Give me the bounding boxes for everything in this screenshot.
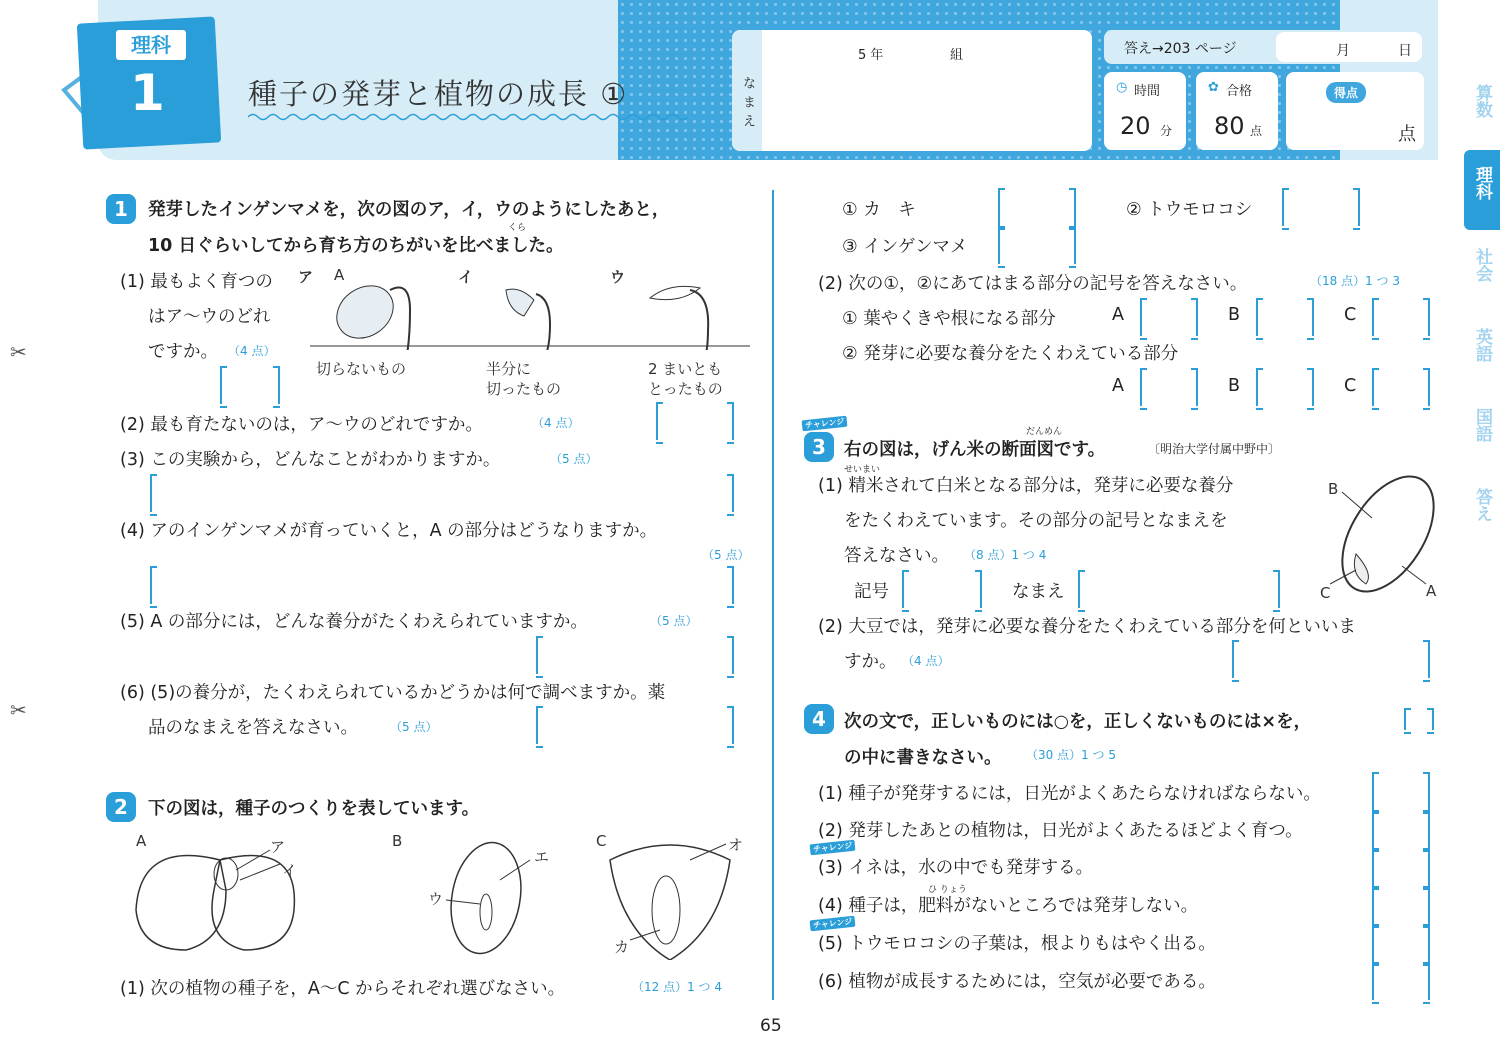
q4-text: 次の文で，正しいものには○を，正しくないものには×を， <box>844 712 1312 732</box>
fig-label: A <box>334 266 345 284</box>
fig-label: A <box>1426 582 1437 600</box>
page-number: 65 <box>760 1016 782 1036</box>
q4-number: 4 <box>804 704 834 734</box>
fig-caption: 2 まいとも <box>648 360 723 378</box>
points: （12 点）1 つ 4 <box>632 980 722 994</box>
option: ① カ キ <box>842 200 916 220</box>
label: A <box>1112 376 1124 396</box>
name-label: なまえ <box>732 30 762 151</box>
sub-item: ② 発芽に必要な養分をたくわえている部分 <box>842 344 1179 364</box>
q1-4: (4) アのインゲンマメが育っていくと，A の部分はどうなりますか。 <box>120 521 658 541</box>
answer-bracket[interactable] <box>150 566 734 604</box>
day-label: 日 <box>1398 43 1412 59</box>
answer-bracket[interactable] <box>998 226 1076 264</box>
q2-1: (1) 次の植物の種子を，A～C からそれぞれ選びなさい。 <box>120 979 566 999</box>
tab-science[interactable]: 理科 <box>1472 166 1492 200</box>
answer-bracket[interactable] <box>1078 570 1280 608</box>
q2-number: 2 <box>106 792 136 822</box>
answer-bracket[interactable] <box>1372 368 1430 406</box>
q3-2: (2) 大豆では，発芽に必要な養分をたくわえている部分を何といいま <box>818 617 1356 637</box>
q1-3: (3) この実験から，どんなことがわかりますか。 <box>120 450 501 470</box>
fig-label: B <box>392 832 403 850</box>
option: ② トウモロコシ <box>1126 200 1253 220</box>
answer-bracket[interactable] <box>1140 368 1198 406</box>
answer-bracket[interactable] <box>1372 924 1430 962</box>
label: 記号 <box>854 582 889 602</box>
pass-unit: 点 <box>1250 124 1263 138</box>
q1-text: 10 日ぐらいしてから育ち方のちがいを比べました。 <box>148 236 564 256</box>
fig-label: ア <box>270 838 286 856</box>
q3-1: をたくわえています。その部分の記号となまえを <box>844 511 1228 531</box>
answer-bracket[interactable] <box>150 474 734 512</box>
flower-icon: ✿ <box>1208 80 1219 95</box>
bean-illustrations <box>310 270 750 350</box>
label: C <box>1344 376 1357 396</box>
fig-label: カ <box>614 938 630 956</box>
ruby: ひ りょう <box>928 885 967 895</box>
fig-caption: 半分に <box>486 360 532 378</box>
fig-caption: とったもの <box>648 380 723 398</box>
q1-2: (2) 最も育たないのは，ア～ウのどれですか。 <box>120 415 483 435</box>
source: 〔明治大学付属中野中〕 <box>1148 442 1281 456</box>
pass-value: 80 <box>1214 112 1245 140</box>
statement: (2) 発芽したあとの植物は，日光がよくあたるほどよく育つ。 <box>818 821 1303 841</box>
label: C <box>1344 305 1357 325</box>
points: （8 点）1 つ 4 <box>964 548 1047 562</box>
challenge-badge: チャレンジ <box>810 916 856 932</box>
points: （30 点）1 つ 5 <box>1026 748 1116 762</box>
answer-bracket[interactable] <box>1372 298 1430 336</box>
q1-6: (6) (5)の養分が，たくわえられているかどうかは何で調べますか。薬 <box>120 683 666 703</box>
fig-label: イ <box>282 862 298 880</box>
option: ③ インゲンマメ <box>842 237 968 257</box>
fig-caption: 切らないもの <box>316 360 407 378</box>
q1-1: はア～ウのどれ <box>148 307 271 327</box>
points: （18 点）1 つ 3 <box>1310 274 1400 288</box>
q2-2: (2) 次の①，②にあてはまる部分の記号を答えなさい。 <box>818 274 1248 294</box>
fig-label: ア <box>298 268 314 286</box>
q1-1: (1) 最もよく育つの <box>120 272 273 292</box>
challenge-badge: チャレンジ <box>810 840 856 856</box>
q1-5: (5) A の部分には，どんな養分がたくわえられていますか。 <box>120 612 588 632</box>
points: （5 点） <box>650 614 698 628</box>
q1-1: ですか。 <box>148 342 218 362</box>
score-label: 得点 <box>1326 82 1366 103</box>
seed-illustrations <box>130 840 750 960</box>
answer-bracket[interactable] <box>220 366 280 404</box>
sub-item: ① 葉やくきや根になる部分 <box>842 309 1056 329</box>
fig-label: B <box>1328 480 1339 498</box>
tab-social[interactable]: 社会 <box>1472 248 1492 282</box>
clock-icon: ◷ <box>1116 80 1128 95</box>
statement: (5) トウモロコシの子葉は，根よりもはやく出る。 <box>818 934 1216 954</box>
answer-bracket[interactable] <box>1232 640 1430 678</box>
score-unit: 点 <box>1398 124 1416 145</box>
grade-label: 5 年 <box>858 48 884 63</box>
pass-label: 合格 <box>1226 84 1253 99</box>
page-title: 種子の発芽と植物の成長 ① <box>248 77 629 111</box>
statement: (1) 種子が発芽するには，日光がよくあたらなければならない。 <box>818 784 1321 804</box>
answer-ref: 答え→203 ページ <box>1124 41 1237 57</box>
fig-label: エ <box>534 848 550 866</box>
time-label: 時間 <box>1134 84 1161 99</box>
q3-2: すか。 <box>844 652 897 672</box>
rice-diagram <box>1330 470 1450 600</box>
answer-bracket[interactable] <box>1282 188 1360 226</box>
label: B <box>1228 305 1241 325</box>
fig-label: オ <box>728 836 744 854</box>
statement: (3) イネは，水の中でも発芽する。 <box>818 858 1094 878</box>
ruby: せいまい <box>844 465 881 475</box>
points: （4 点） <box>532 416 580 430</box>
bracket-sample <box>1404 708 1434 730</box>
statement: (4) 種子は，肥料がないところでは発芽しない。 <box>818 896 1199 916</box>
q2-text: 下の図は，種子のつくりを表しています。 <box>148 799 480 819</box>
unit-number: 1 <box>130 64 165 122</box>
clip-icon <box>54 60 124 120</box>
answer-bracket[interactable] <box>656 402 734 440</box>
time-unit: 分 <box>1160 124 1173 138</box>
challenge-badge: チャレンジ <box>802 416 848 432</box>
answer-bracket[interactable] <box>998 188 1076 226</box>
answer-bracket[interactable] <box>1372 848 1430 886</box>
q3-1: (1) 精米されて白米となる部分は，発芽に必要な養分 <box>818 476 1234 496</box>
points: （5 点） <box>550 452 598 466</box>
scissors-icon: ✂ <box>10 698 27 722</box>
points: （5 点） <box>390 720 438 734</box>
tab-answers[interactable]: 答え <box>1472 488 1492 522</box>
q3-text: 右の図は，げん米の断面図です。 <box>844 440 1106 460</box>
fig-label: イ <box>458 268 474 286</box>
answer-bracket[interactable] <box>1372 962 1430 1000</box>
fig-label: ウ <box>610 268 626 286</box>
subject-label: 理科 <box>116 30 186 60</box>
title-underline <box>248 112 688 122</box>
scissors-icon: ✂ <box>10 340 27 364</box>
fig-label: C <box>1320 584 1331 602</box>
fig-label: A <box>136 832 147 850</box>
q4-text: の中に書きなさい。 <box>844 748 1002 768</box>
label: A <box>1112 305 1124 325</box>
fig-label: ウ <box>428 890 444 908</box>
q3-number: 3 <box>804 432 834 462</box>
class-label: 組 <box>950 48 964 63</box>
fig-caption: 切ったもの <box>486 380 562 398</box>
time-value: 20 <box>1120 112 1151 140</box>
label: B <box>1228 376 1241 396</box>
label: なまえ <box>1012 582 1065 602</box>
statement: (6) 植物が成長するためには，空気が必要である。 <box>818 972 1216 992</box>
ruby: だんめん <box>1026 427 1063 437</box>
month-label: 月 <box>1336 43 1350 59</box>
q3-1: 答えなさい。 <box>844 546 949 566</box>
answer-bracket[interactable] <box>1372 886 1430 924</box>
answer-bracket[interactable] <box>902 570 982 608</box>
q1-number: 1 <box>106 194 136 224</box>
fig-label: C <box>596 832 607 850</box>
answer-bracket[interactable] <box>1256 368 1314 406</box>
name-field[interactable] <box>732 30 1092 151</box>
q1-text: 発芽したインゲンマメを，次の図のア，イ，ウのようにしたあと， <box>148 200 670 220</box>
answer-bracket[interactable] <box>1256 298 1314 336</box>
tab-english[interactable]: 英語 <box>1472 328 1492 362</box>
column-divider <box>772 190 774 1000</box>
answer-bracket[interactable] <box>1372 810 1430 848</box>
answer-bracket[interactable] <box>1372 772 1430 810</box>
answer-bracket[interactable] <box>536 706 734 744</box>
q1-6: 品のなまえを答えなさい。 <box>148 718 358 738</box>
answer-bracket[interactable] <box>536 636 734 674</box>
ruby: くら <box>508 223 527 233</box>
tab-math[interactable]: 算数 <box>1472 84 1492 118</box>
points: （5 点） <box>702 548 750 562</box>
points: （4 点） <box>902 654 950 668</box>
points: （4 点） <box>228 344 276 358</box>
answer-bracket[interactable] <box>1140 298 1198 336</box>
tab-japanese[interactable]: 国語 <box>1472 408 1492 442</box>
